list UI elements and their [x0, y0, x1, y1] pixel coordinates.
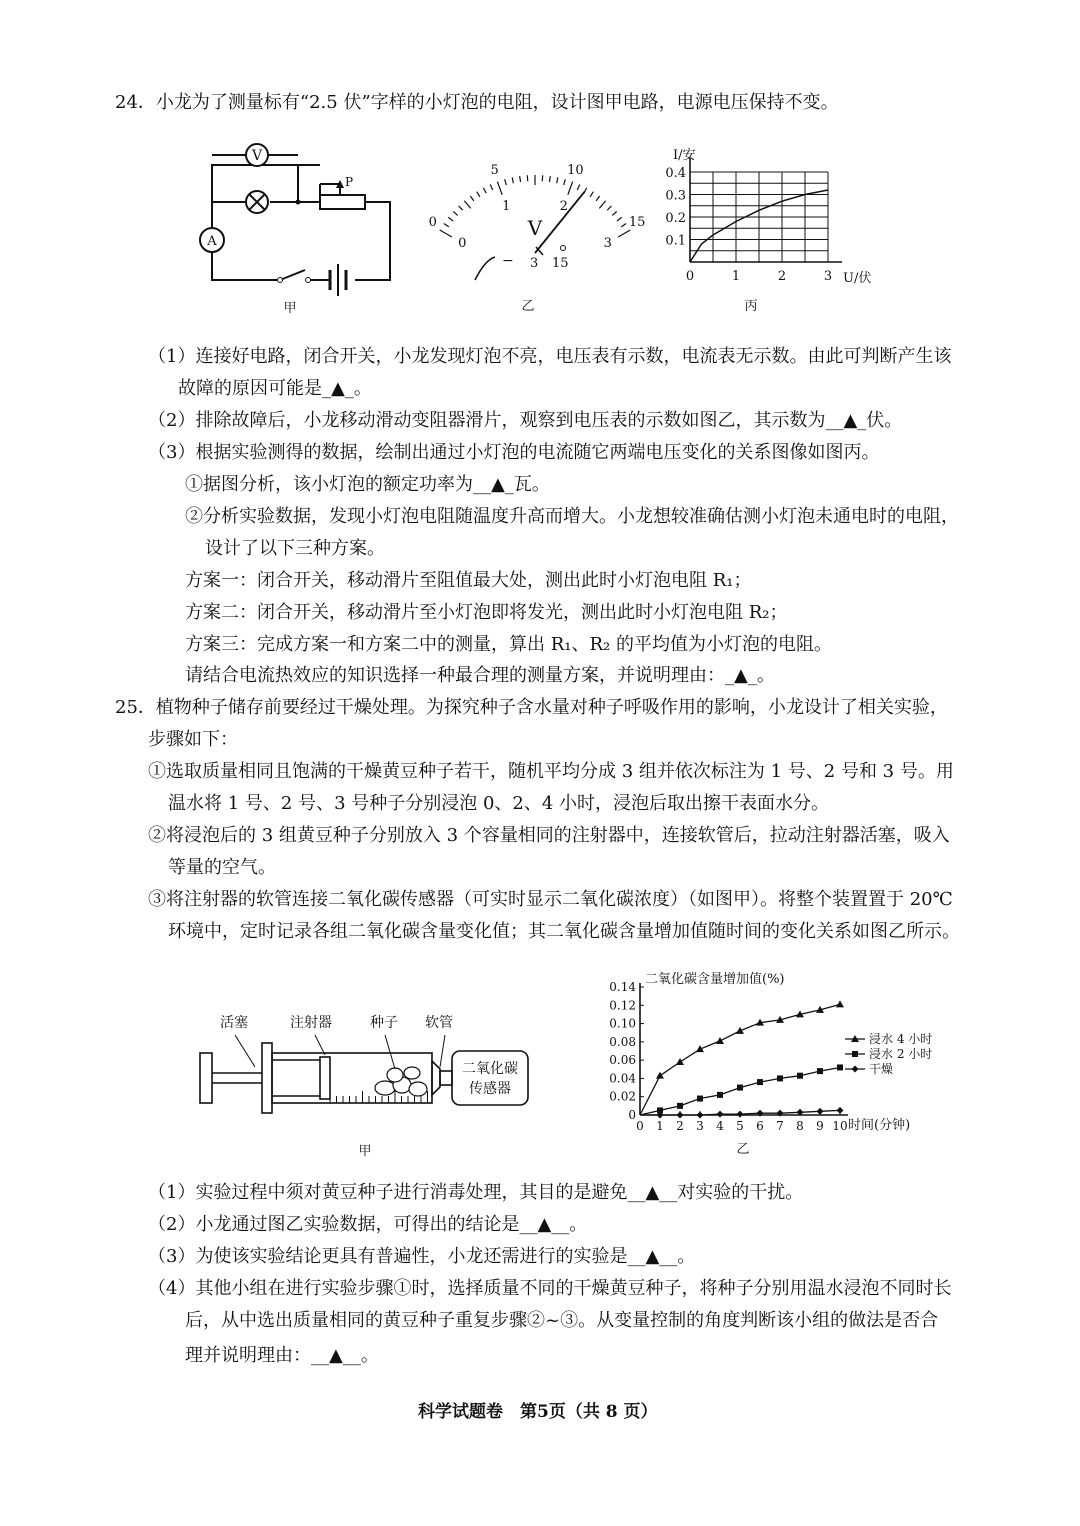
co2-y-tick: 0.12 — [609, 998, 636, 1013]
dial-tick — [618, 230, 630, 237]
co2-point — [697, 1112, 704, 1119]
co2-point — [797, 1073, 803, 1079]
co2-legend-entry: 浸水 4 小时 — [869, 1032, 933, 1046]
dial-tick — [505, 179, 507, 185]
co2-series-line — [640, 1068, 840, 1116]
iu-x-tick: 2 — [777, 269, 787, 284]
q25-part4-b: 后，从中选出质量相同的黄豆种子重复步骤②~③。从变量控制的角度判断该小组的做法是否合 — [185, 1310, 939, 1331]
q25-step2-b: 等量的空气。 — [168, 857, 276, 878]
iu-x-tick: 0 — [685, 269, 695, 284]
dial-tick — [549, 176, 550, 182]
co2-legend-entry: 浸水 2 小时 — [869, 1047, 933, 1061]
co2-point — [817, 1068, 823, 1074]
co2-point — [837, 1064, 843, 1070]
dial-tick — [464, 201, 470, 209]
co2-point — [677, 1103, 683, 1109]
co2-point — [716, 1037, 724, 1044]
dial-outer-label: 0 — [428, 215, 437, 230]
dial-tick — [453, 211, 457, 215]
co2-y-tick: 0.14 — [609, 980, 636, 994]
slider-label: P — [345, 175, 354, 189]
co2-point — [737, 1085, 743, 1091]
dial-outer-label: 10 — [567, 163, 584, 179]
co2-y-tick: 0.10 — [609, 1016, 636, 1031]
co2-legend-entry: 干燥 — [869, 1062, 894, 1076]
iu-x-tick: 3 — [823, 269, 833, 284]
co2-x-tick: 7 — [776, 1119, 784, 1133]
dial-inner-label: 2 — [559, 199, 568, 215]
co2-point — [852, 1051, 858, 1057]
q24-iu-chart — [665, 145, 885, 315]
co2-point — [656, 1072, 664, 1079]
q24-part3-1: ①据图分析，该小灯泡的额定功率为__▲_瓦。 — [185, 474, 550, 495]
co2-xlabel: 时间(分钟) — [848, 1118, 911, 1133]
label-piston: 活塞 — [220, 1015, 248, 1031]
iu-y-tick: 0.1 — [665, 233, 686, 249]
q24-voltmeter-dial — [428, 145, 646, 315]
q25-syringe-apparatus — [190, 1005, 540, 1165]
dial-tick — [607, 206, 611, 210]
q24-stem: 24．小龙为了测量标有“2.5 伏”字样的小灯泡的电阻，设计图甲电路，电源电压保持不变。 — [115, 92, 839, 113]
ammeter-label: A — [207, 234, 217, 249]
iu-ylabel: I/安 — [673, 148, 696, 163]
co2-point — [777, 1075, 783, 1081]
q25-part4-a: （4）其他小组在进行实验步骤①时，选择质量不同的干燥黄豆种子，将种子分别用温水浸泡不同时长 — [148, 1278, 952, 1299]
dial-tick — [577, 185, 579, 190]
co2-y-tick: 0.06 — [609, 1053, 636, 1068]
co2-point — [817, 1108, 824, 1115]
q25-stem-b: 步骤如下： — [148, 729, 238, 750]
dial-tick — [612, 211, 616, 215]
dial-tick — [568, 182, 573, 195]
dial-tick — [590, 192, 593, 197]
dial-tick — [448, 217, 453, 221]
q25-step3-a: ③将注射器的软管连接二氧化碳传感器（可实时显示二氧化碳浓度）（如图甲）。将整个装置置于 20℃ — [148, 889, 953, 910]
co2-x-tick: 8 — [796, 1119, 804, 1133]
co2-x-tick: 10 — [832, 1119, 848, 1133]
q25-step1-a: ①选取质量相同且饱满的干燥黄豆种子若干，随机平均分成 3 组并依次标注为 1 号、2 号和 3 号。用 — [148, 761, 954, 782]
fig-25-yi-caption: 乙 — [736, 1142, 750, 1157]
dial-letter: V — [527, 216, 543, 240]
q25-step3-b: 环境中，定时记录各组二氧化碳含量变化值；其二氧化碳含量增加值随时间的变化关系如图乙所示。 — [168, 921, 960, 942]
terminal-3: 3 — [530, 256, 539, 271]
co2-y-tick: 0.04 — [609, 1071, 636, 1086]
iu-xlabel: U/伏 — [843, 271, 872, 286]
co2-x-tick: 4 — [716, 1119, 724, 1133]
q25-co2-chart — [590, 965, 950, 1160]
dial-tick — [564, 179, 566, 185]
dial-inner-label: 0 — [458, 236, 467, 251]
q25-stem-a: 25．植物种子储存前要经过干燥处理。为探究种子含水量对种子呼吸作用的影响，小龙设计了相关实验， — [115, 697, 948, 718]
co2-ylabel: 二氧化碳含量增加值(%) — [645, 972, 785, 987]
q24-circuit-diagram — [190, 140, 410, 315]
q24-part2: （2）排除故障后，小龙移动滑动变阻器滑片，观察到电压表的示数如图乙，其示数为__▲_伏。 — [148, 410, 903, 431]
dial-tick — [599, 201, 605, 209]
terminal-15: 15 — [552, 256, 569, 271]
co2-point — [717, 1111, 724, 1118]
label-tube: 软管 — [425, 1015, 453, 1031]
dial-outer-label: 5 — [490, 163, 499, 179]
label-seed: 种子 — [370, 1015, 398, 1031]
q24-part3-2a: ②分析实验数据，发现小灯泡电阻随温度升高而增大。小龙想较准确估测小灯泡未通电时的电阻， — [185, 506, 959, 527]
q24-plan-question: 请结合电流热效应的知识选择一种最合理的测量方案，并说明理由：_▲_。 — [185, 665, 775, 686]
iu-x-tick: 1 — [731, 269, 741, 284]
dial-tick — [617, 217, 622, 221]
dial-outer-label: 15 — [628, 215, 646, 230]
iu-y-tick: 0.3 — [665, 188, 686, 204]
dial-tick — [459, 206, 463, 210]
label-sensor-2: 传感器 — [469, 1081, 511, 1097]
q24-part3-2b: 设计了以下三种方案。 — [205, 538, 385, 559]
co2-point — [737, 1111, 744, 1118]
q25-step1-b: 温水将 1 号、2 号、3 号种子分别浸泡 0、2、4 小时，浸泡后取出擦干表面水分。 — [168, 793, 830, 814]
co2-point — [717, 1092, 723, 1098]
q25-part4-c: 理并说明理由：__▲__。 — [185, 1345, 379, 1366]
iu-y-tick: 0.4 — [665, 166, 686, 181]
fig-yi-caption: 乙 — [521, 299, 535, 314]
co2-x-tick: 2 — [676, 1119, 684, 1133]
q25-part3: （3）为使该实验结论更具有普遍性，小龙还需进行的实验是__▲__。 — [148, 1246, 696, 1267]
q24-part3: （3）根据实验测得的数据，绘制出通过小灯泡的电流随它两端电压变化的关系图像如图丙。 — [148, 442, 880, 463]
co2-point — [757, 1079, 763, 1085]
dial-tick — [477, 192, 480, 197]
co2-series-line — [640, 1004, 840, 1115]
dial-tick — [470, 196, 474, 201]
co2-x-tick: 9 — [816, 1119, 824, 1133]
dial-tick — [512, 177, 513, 183]
fig-bing-caption: 丙 — [744, 299, 758, 314]
dial-tick — [621, 223, 626, 226]
co2-y-tick: 0 — [628, 1108, 636, 1122]
co2-x-tick: 0 — [636, 1119, 644, 1133]
co2-point — [677, 1112, 684, 1119]
co2-x-tick: 5 — [736, 1119, 744, 1133]
q24-part1-a: （1）连接好电路，闭合开关，小龙发现灯泡不亮，电压表有示数，电流表无示数。由此可判断产生该 — [148, 346, 952, 367]
co2-point — [697, 1096, 703, 1102]
co2-point — [836, 1000, 844, 1007]
q24-part1-b: 故障的原因可能是_▲_。 — [178, 378, 372, 399]
co2-x-tick: 3 — [696, 1119, 704, 1133]
q25-part2: （2）小龙通过图乙实验数据，可得出的结论是__▲__。 — [148, 1214, 588, 1235]
dial-inner-label: 3 — [603, 236, 612, 251]
dial-tick — [490, 185, 492, 190]
page-footer: 科学试题卷 第5页（共 8 页） — [418, 1402, 658, 1422]
dial-tick — [444, 223, 449, 226]
terminal-minus: − — [502, 253, 514, 269]
co2-x-tick: 6 — [756, 1119, 764, 1133]
co2-point — [676, 1058, 684, 1065]
iu-y-tick: 0.2 — [665, 211, 686, 226]
dial-tick — [520, 176, 521, 182]
co2-y-tick: 0.02 — [609, 1089, 636, 1104]
q24-plan1: 方案一：闭合开关，移动滑片至阻值最大处，测出此时小灯泡电阻 R₁； — [185, 570, 752, 591]
fig-25-jia-caption: 甲 — [358, 1144, 372, 1159]
q24-plan3: 方案三：完成方案一和方案二中的测量，算出 R₁、R₂ 的平均值为小灯泡的电阻。 — [185, 634, 832, 655]
dial-tick — [596, 196, 600, 201]
dial-tick — [440, 230, 452, 237]
q25-step2-a: ②将浸泡后的 3 组黄豆种子分别放入 3 个容量相同的注射器中，连接软管后，拉动注射器活塞，吸入 — [148, 825, 950, 846]
q25-part1: （1）实验过程中须对黄豆种子进行消毒处理，其目的是避免__▲__对实验的干扰。 — [148, 1182, 804, 1203]
label-syringe: 注射器 — [290, 1015, 332, 1031]
co2-y-tick: 0.08 — [609, 1034, 636, 1049]
dial-tick — [483, 188, 486, 193]
dial-tick — [557, 177, 558, 183]
dial-tick — [497, 182, 502, 195]
voltmeter-label: V — [251, 148, 263, 164]
fig-jia-caption: 甲 — [283, 301, 297, 316]
co2-point — [837, 1107, 844, 1114]
dial-inner-label: 1 — [502, 199, 511, 215]
label-sensor-1: 二氧化碳 — [462, 1061, 518, 1077]
q24-plan2: 方案二：闭合开关，移动滑片至小灯泡即将发光，测出此时小灯泡电阻 R₂； — [185, 602, 788, 623]
seeds-icon — [375, 1067, 427, 1096]
co2-x-tick: 1 — [656, 1119, 664, 1133]
co2-point — [852, 1066, 859, 1073]
